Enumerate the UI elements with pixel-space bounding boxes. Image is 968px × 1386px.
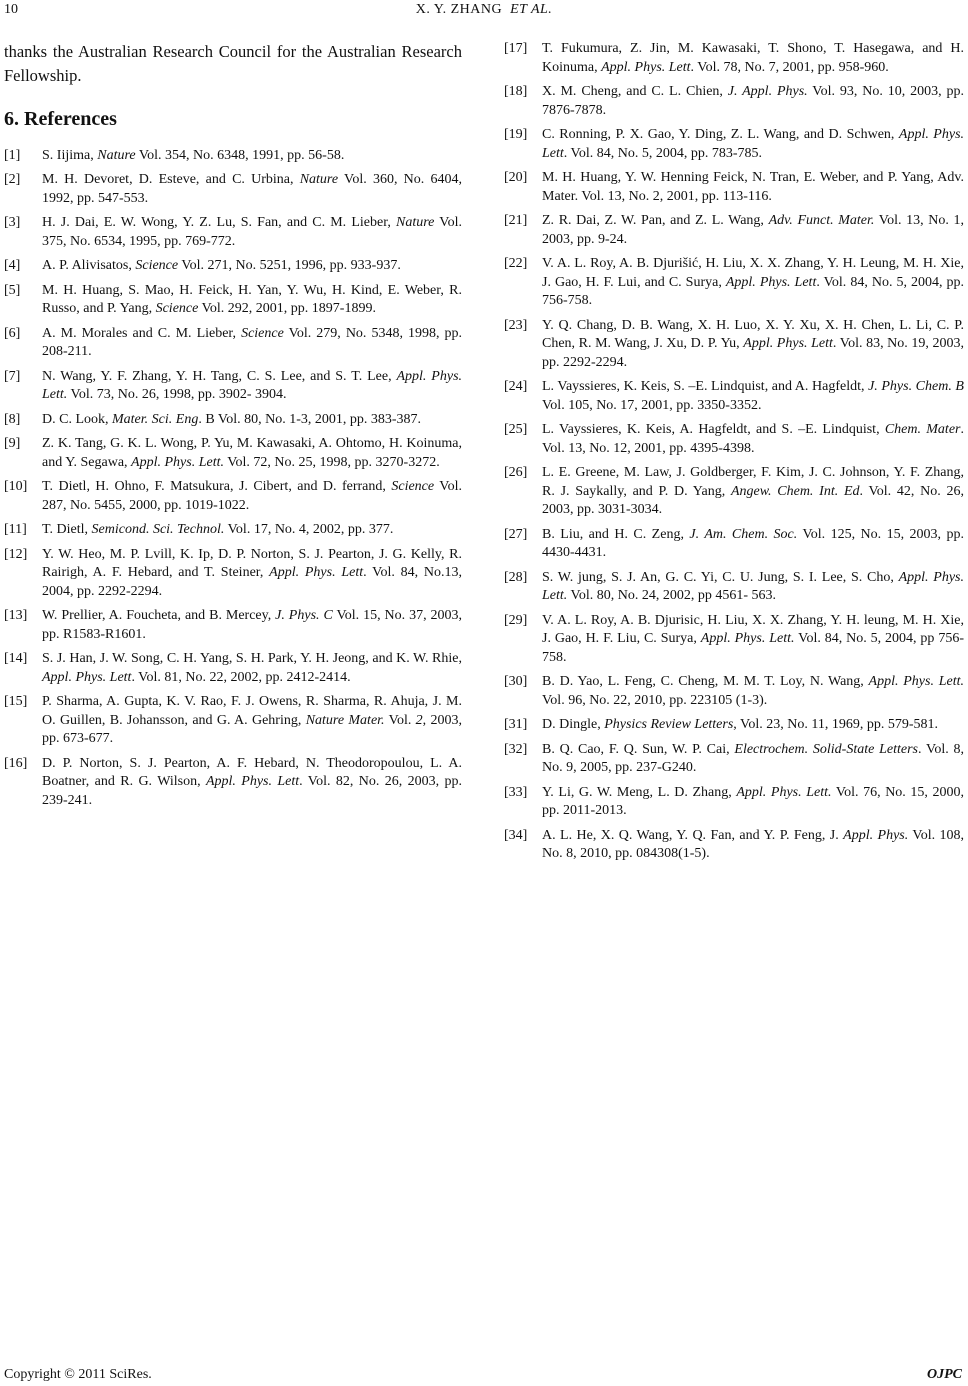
reference-text: [42, 650, 462, 687]
reference-segment: Y. Q. Chang, D. B. Wang, X. H. Luo, X. Y. Xu, X. H. Chen, L. Li, C. P. Chen, R. M. Wang, J. Xu, D. P. Yu,: [542, 317, 964, 351]
reference-journal: Appl. Phys. Lett.: [42, 368, 463, 402]
reference-text: [42, 755, 462, 811]
reference-journal: Appl. Phys. Lett.: [700, 631, 795, 646]
reference-item: [504, 317, 964, 373]
reference-segment: . Vol. 78, No. 7, 2001, pp. 958-960.: [690, 59, 889, 75]
reference-item: [4, 521, 462, 540]
reference-segment: . Vol. 81, No. 22, 2002, pp. 2412-2414.: [131, 669, 351, 685]
reference-item: [4, 171, 462, 208]
reference-text: [42, 478, 462, 515]
reference-text: [42, 368, 462, 405]
reference-segment: A. M. Morales and C. M. Lieber,: [42, 325, 242, 341]
reference-segment: . Vol. 13, No. 12, 2001, pp. 4395-4398.: [542, 422, 964, 456]
reference-item: [504, 421, 964, 458]
reference-item: [4, 368, 462, 405]
reference-segment: B. Q. Cao, F. Q. Sun, W. P. Cai,: [542, 741, 735, 757]
reference-item: [4, 435, 462, 472]
reference-text: [542, 741, 964, 778]
reference-segment: M. H. Huang, S. Mao, H. Feick, H. Yan, Y. Wu, H. Kind, E. Weber, R. Russo, and P. Yang,: [42, 282, 462, 316]
reference-journal: Appl. Phys. Lett.: [131, 454, 224, 470]
page-number: 10: [4, 2, 18, 17]
reference-text: [542, 40, 964, 77]
reference-text: [542, 716, 964, 735]
reference-item: [504, 569, 964, 606]
reference-text: [542, 827, 964, 864]
reference-item: [504, 741, 964, 778]
reference-segment: M. H. Devoret, D. Esteve, and C. Urbina,: [42, 172, 300, 187]
reference-segment: S. Iijima,: [42, 147, 98, 163]
footer-copyright: Copyright © 2011 SciRes.: [4, 1367, 152, 1382]
reference-item: [4, 214, 462, 251]
reference-number: [30]: [504, 674, 528, 689]
reference-list-left: [4, 147, 462, 811]
reference-segment: D. C. Look,: [42, 411, 112, 427]
reference-number: [5]: [4, 282, 21, 298]
reference-segment: T. Fukumura, Z. Jin, M. Kawasaki, T. Shono, T. Hasegawa, and H. Koinuma,: [542, 41, 964, 75]
reference-segment: . Vol. 84, No. 5, 2004, pp. 783-785.: [563, 145, 762, 161]
reference-journal: Science: [241, 325, 284, 341]
reference-segment: Vol. 375, No. 6534, 1995, pp. 769-772.: [42, 215, 462, 249]
reference-item: [504, 83, 964, 120]
reference-segment: V. A. L. Roy, A. B. Djurisic, H. Liu, X. X. Zhang, Y. H. leung, M. H. Xie, J. Gao, H. F. Liu, C. Surya,: [542, 612, 964, 646]
reference-text: [42, 257, 462, 276]
reference-number: [21]: [504, 213, 528, 228]
reference-segment: Vol. 360, No. 6404, 1992, pp. 547-553.: [42, 172, 462, 206]
reference-text: [542, 317, 964, 373]
reference-text: [542, 83, 964, 120]
reference-number: [8]: [4, 411, 21, 427]
reference-segment: A. L. He, X. Q. Wang, Y. Q. Fan, and Y. P. Feng, J.: [542, 827, 844, 843]
reference-number: [27]: [504, 526, 528, 542]
reference-segment: Vol. 292, 2001, pp. 1897-1899.: [198, 301, 376, 316]
reference-segment: X. M. Cheng, and C. L. Chien,: [542, 84, 728, 99]
reference-journal: Angew. Chem. Int. Ed: [730, 483, 860, 499]
reference-text: [42, 693, 462, 749]
reference-segment: Vol.: [384, 712, 416, 728]
reference-item: [4, 257, 462, 276]
reference-journal: J. Phys. C: [275, 608, 333, 623]
reference-journal: Appl. Phys. Lett: [269, 565, 364, 580]
reference-segment: Vol. 108, No. 8, 2010, pp. 084308(1-5).: [542, 827, 965, 861]
reference-number: [2]: [4, 172, 21, 187]
reference-segment: W. Prellier, A. Foucheta, and B. Mercey,: [42, 608, 276, 623]
running-head-et-al: ET AL.: [510, 2, 553, 17]
reference-number: [28]: [504, 569, 528, 585]
reference-segment: Vol. 354, No. 6348, 1991, pp. 56-58.: [135, 147, 345, 163]
reference-number: [10]: [4, 479, 28, 494]
reference-number: [25]: [504, 422, 528, 437]
reference-text: [542, 378, 964, 415]
reference-segment: S. W. jung, S. J. An, G. C. Yi, C. U. Jung, S. I. Lee, S. Cho,: [542, 569, 899, 585]
reference-item: [504, 126, 964, 163]
reference-text: [42, 214, 462, 251]
reference-item: [504, 784, 964, 821]
reference-item: [504, 255, 964, 311]
reference-journal: Science: [135, 258, 179, 273]
reference-number: [14]: [4, 651, 28, 666]
reference-segment: T. Dietl,: [42, 522, 92, 537]
reference-journal: Appl. Phys. Lett: [601, 59, 691, 75]
reference-journal: J. Phys. Chem. B: [868, 379, 964, 394]
footer-journal: OJPC: [927, 1367, 962, 1382]
reference-journal: Adv. Funct. Mater.: [768, 213, 875, 228]
reference-segment: Vol. 17, No. 4, 2002, pp. 377.: [224, 522, 394, 537]
reference-segment: . Vol. 84, No. 5, 2004, pp. 756-758.: [542, 274, 965, 308]
reference-segment: Vol. 287, No. 5455, 2000, pp. 1019-1022.: [42, 479, 462, 513]
reference-number: [4]: [4, 258, 21, 273]
reference-journal: Appl. Phys. Lett.: [736, 784, 832, 800]
reference-text: [542, 421, 964, 458]
reference-journal: J. Appl. Phys.: [727, 84, 808, 99]
reference-segment: C. Ronning, P. X. Gao, Y. Ding, Z. L. Wang, and D. Schwen,: [542, 127, 899, 142]
reference-journal: Appl. Phys. Lett: [743, 336, 833, 351]
reference-segment: . Vol. 84, No.13, 2004, pp. 2292-2294.: [42, 565, 463, 599]
reference-segment: Y. Li, G. W. Meng, L. D. Zhang,: [542, 784, 737, 800]
reference-item: [4, 282, 462, 319]
reference-text: [42, 607, 462, 644]
reference-segment: M. H. Huang, Y. W. Henning Feick, N. Tran, E. Weber, and P. Yang, Adv. Mater. Vol. 13, No. 2, 2001, pp. 113-116.: [542, 170, 964, 204]
reference-number: [33]: [504, 784, 528, 800]
reference-journal: Science: [391, 479, 435, 494]
reference-segment: B. D. Yao, L. Feng, C. Cheng, M. M. T. Loy, N. Wang,: [542, 674, 869, 689]
reference-number: [22]: [504, 256, 528, 271]
reference-item: [4, 650, 462, 687]
reference-segment: L. E. Greene, M. Law, J. Goldberger, F. Kim, J. C. Johnson, Y. F. Zhang, R. J. Saykally, and P. D. Yang,: [542, 465, 964, 499]
reference-journal: Nature Mater.: [305, 712, 385, 728]
reference-segment: P. Sharma, A. Gupta, K. V. Rao, F. J. Owens, R. Sharma, R. Ahuja, J. M. O. Guillen, B. Johansson, and G. A. Gehring,: [42, 694, 462, 728]
reference-item: [4, 478, 462, 515]
reference-text: [542, 464, 964, 520]
reference-number: [24]: [504, 379, 528, 394]
reference-segment: . Vol. 83, No. 19, 2003, pp. 2292-2294.: [542, 336, 964, 370]
reference-number: [20]: [504, 170, 528, 185]
reference-journal: 2: [415, 712, 423, 728]
reference-journal: Science: [155, 301, 199, 316]
reference-text: [542, 526, 964, 563]
reference-number: [29]: [504, 612, 528, 628]
reference-journal: Appl. Phys. Lett.: [868, 674, 964, 689]
reference-journal: Nature: [396, 215, 435, 230]
reference-segment: . B Vol. 80, No. 1-3, 2001, pp. 383-387.: [198, 411, 422, 427]
reference-text: [542, 673, 964, 710]
reference-segment: Vol. 96, No. 22, 2010, pp. 223105 (1-3).: [542, 692, 768, 708]
reference-number: [1]: [4, 147, 21, 163]
reference-journal: Mater. Sci. Eng: [112, 411, 199, 427]
reference-item: [4, 411, 462, 430]
reference-item: [504, 212, 964, 249]
reference-item: [504, 40, 964, 77]
reference-segment: Z. K. Tang, G. K. L. Wong, P. Yu, M. Kawasaki, A. Ohtomo, H. Koinuma, and Y. Segawa,: [42, 436, 462, 470]
reference-item: [504, 169, 964, 206]
reference-text: [542, 784, 964, 821]
reference-text: [42, 435, 462, 472]
reference-item: [4, 693, 462, 749]
reference-number: [17]: [504, 41, 528, 56]
reference-segment: L. Vayssieres, K. Keis, S. –E. Lindquist, and A. Hagfeldt,: [542, 379, 869, 394]
reference-list-right: [504, 40, 964, 864]
reference-journal: Chem. Mater: [884, 422, 961, 437]
reference-number: [23]: [504, 317, 528, 333]
reference-segment: , 2003, pp. 673-677.: [42, 712, 463, 746]
reference-item: [504, 526, 964, 563]
reference-number: [12]: [4, 546, 28, 562]
reference-segment: Vol. 93, No. 10, 2003, pp. 7876-7878.: [542, 84, 964, 118]
running-head-authors: X. Y. ZHANG: [415, 2, 503, 17]
reference-item: [4, 546, 462, 602]
reference-number: [26]: [504, 465, 528, 480]
reference-number: [31]: [504, 717, 528, 732]
reference-segment: Vol. 76, No. 15, 2000, pp. 2011-2013.: [542, 784, 964, 818]
reference-segment: Vol. 15, No. 37, 2003, pp. R1583-R1601.: [42, 608, 463, 642]
reference-number: [6]: [4, 325, 21, 341]
reference-text: [42, 411, 462, 430]
reference-segment: Vol. 125, No. 15, 2003, pp. 4430-4431.: [542, 526, 964, 560]
reference-segment: B. Liu, and H. C. Zeng,: [542, 526, 690, 542]
reference-segment: Vol. 271, No. 5251, 1996, pp. 933-937.: [178, 258, 401, 273]
reference-segment: V. A. L. Roy, A. B. Djurišić, H. Liu, X. X. Zhang, Y. H. Leung, M. H. Xie, J. Gao, H. F. Lui, and C. Surya,: [542, 256, 964, 290]
reference-text: [42, 546, 462, 602]
reference-segment: Vol. 279, No. 5348, 1998, pp. 208-211.: [42, 325, 462, 359]
reference-text: [42, 147, 462, 166]
reference-journal: J. Am. Chem. Soc.: [689, 526, 798, 542]
reference-text: [42, 171, 462, 208]
reference-journal: Appl. Phys. Lett: [42, 669, 132, 685]
reference-text: [542, 569, 964, 606]
reference-item: [504, 827, 964, 864]
reference-text: [542, 255, 964, 311]
reference-segment: Vol. 105, No. 17, 2001, pp. 3350-3352.: [542, 397, 762, 413]
reference-journal: Semicond. Sci. Technol.: [91, 522, 225, 537]
reference-text: [542, 169, 964, 206]
reference-number: [13]: [4, 608, 28, 623]
reference-number: [15]: [4, 694, 28, 709]
reference-segment: T. Dietl, H. Ohno, F. Matsukura, J. Cibert, and D. ferrand,: [42, 479, 392, 494]
reference-number: [19]: [504, 127, 528, 142]
reference-item: [4, 607, 462, 644]
reference-segment: Y. W. Heo, M. P. Lvill, K. Ip, D. P. Norton, S. J. Pearton, J. G. Kelly, R. Rairigh, A. F. Hebard, and T. Steiner,: [42, 546, 462, 580]
reference-item: [4, 147, 462, 166]
reference-number: [18]: [504, 84, 528, 99]
reference-segment: . Vol. 42, No. 26, 2003, pp. 3031-3034.: [542, 483, 964, 517]
reference-segment: Vol. 80, No. 24, 2002, pp 4561- 563.: [567, 588, 776, 603]
reference-text: [42, 325, 462, 362]
reference-journal: Appl. Phys. Lett: [725, 274, 817, 290]
reference-segment: , Vol. 23, No. 11, 1969, pp. 579-581.: [733, 717, 938, 732]
right-column: [504, 40, 964, 870]
reference-number: [11]: [4, 522, 27, 537]
reference-item: [4, 325, 462, 362]
reference-journal: Physics Review Letters: [604, 717, 734, 732]
reference-segment: Vol. 84, No. 5, 2004, pp 756-758.: [542, 631, 964, 665]
reference-journal: Appl. Phys.: [843, 827, 909, 843]
running-head: [0, 2, 968, 18]
reference-journal: Electrochem. Solid-State Letters: [734, 741, 918, 757]
reference-item: [504, 612, 964, 668]
reference-journal: Nature: [97, 147, 136, 163]
reference-segment: Vol. 13, No. 1, 2003, pp. 9-24.: [542, 213, 965, 247]
reference-item: [504, 378, 964, 415]
left-column: [4, 40, 462, 816]
reference-text: [542, 212, 964, 249]
reference-segment: S. J. Han, J. W. Song, C. H. Yang, S. H. Park, Y. H. Jeong, and K. W. Rhie,: [42, 651, 462, 666]
reference-segment: . Vol. 82, No. 26, 2003, pp. 239-241.: [42, 774, 462, 808]
reference-segment: L. Vayssieres, K. Keis, A. Hagfeldt, and S. –E. Lindquist,: [542, 422, 885, 437]
reference-item: [504, 673, 964, 710]
reference-number: [9]: [4, 436, 21, 451]
reference-segment: Vol. 72, No. 25, 1998, pp. 3270-3272.: [223, 454, 440, 470]
reference-number: [32]: [504, 741, 528, 757]
reference-segment: A. P. Alivisatos,: [42, 258, 136, 273]
reference-number: [7]: [4, 368, 21, 384]
reference-item: [504, 716, 964, 735]
reference-segment: Vol. 73, No. 26, 1998, pp. 3902- 3904.: [67, 387, 287, 402]
reference-number: [3]: [4, 215, 21, 230]
reference-item: [4, 755, 462, 811]
reference-journal: Appl. Phys. Lett: [205, 774, 300, 789]
reference-item: [504, 464, 964, 520]
reference-segment: H. J. Dai, E. W. Wong, Y. Z. Lu, S. Fan, and C. M. Lieber,: [42, 215, 396, 230]
reference-text: [42, 521, 462, 540]
reference-segment: N. Wang, Y. F. Zhang, Y. H. Tang, C. S. Lee, and S. T. Lee,: [42, 368, 397, 384]
reference-text: [42, 282, 462, 319]
reference-text: [542, 612, 964, 668]
reference-number: [34]: [504, 827, 528, 843]
reference-journal: Appl. Phys. Lett.: [542, 569, 965, 603]
reference-segment: Z. R. Dai, Z. W. Pan, and Z. L. Wang,: [542, 213, 769, 228]
reference-segment: D. P. Norton, S. J. Pearton, A. F. Hebard, N. Theodoropoulou, L. A. Boatner, and R. G. Wilson,: [42, 755, 462, 789]
reference-journal: Nature: [299, 172, 339, 187]
reference-text: [542, 126, 964, 163]
section-title: 6. References: [4, 108, 117, 130]
reference-segment: D. Dingle,: [542, 717, 605, 732]
reference-segment: . Vol. 8, No. 9, 2005, pp. 237-G240.: [542, 741, 964, 775]
reference-number: [16]: [4, 755, 28, 771]
reference-journal: Appl. Phys. Lett: [542, 127, 965, 161]
acknowledgment-text: thanks the Australian Research Council for the Australian Research Fellowship.: [4, 42, 462, 85]
